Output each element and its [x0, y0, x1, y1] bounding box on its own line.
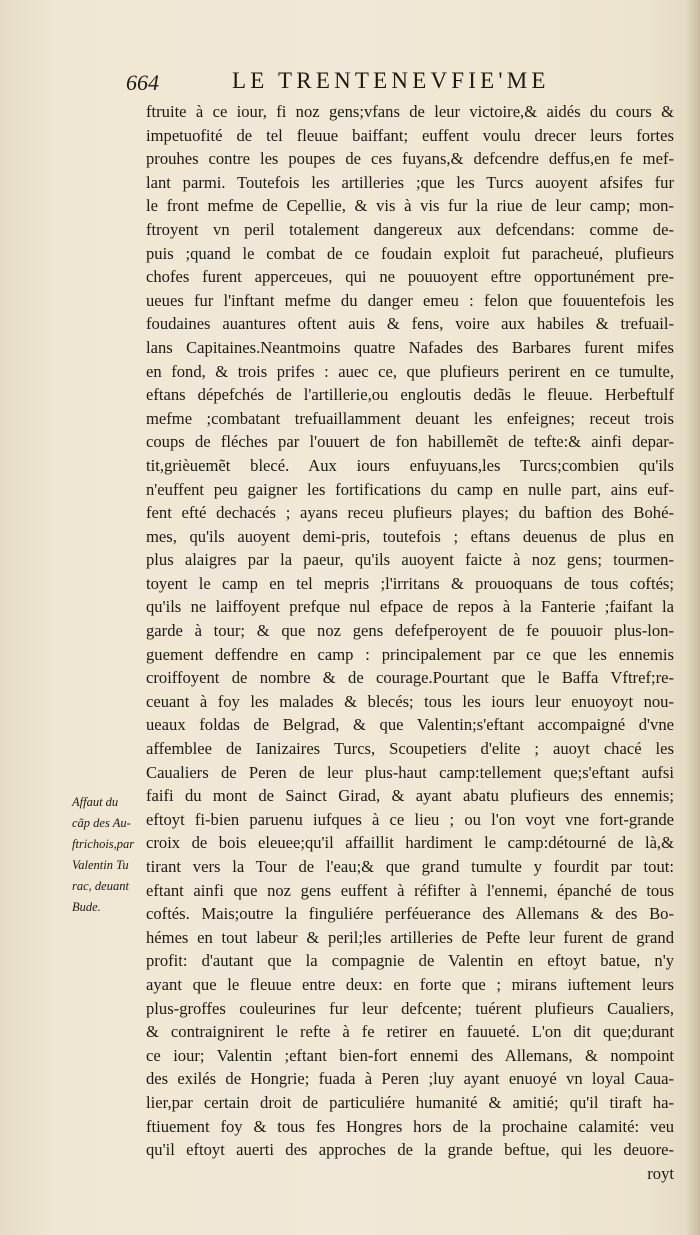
text-line: ftruite à ce iour, fi noz gens;vfans de leur victoire,& aidés du cours & [146, 102, 674, 121]
text-line: coups de fléches par l'ouuert de fon habillemẽt de tefte:& ainfi depar- [146, 432, 674, 452]
text-line: fent efté dechacés ; ayans receu plufieurs playes; du baftion des Bohé- [146, 503, 674, 523]
text-line: lans Capitaines.Neantmoins quatre Nafades des Barbares furent mifes [146, 337, 674, 357]
text-line: en fond, & trois prifes : auec ce, que plufieurs perirent en ce tumulte, [146, 361, 674, 381]
margin-note-line: rac, deuant [72, 879, 129, 893]
text-line: puis ;quand le combat de ce foudain exploit fut paracheué, plufieurs [146, 243, 674, 263]
text-line: plus alaigres par la paeur, qu'ils auoyent faicte à noz gens; tourmen- [146, 550, 674, 570]
text-line: ueues fur l'inftant mefme du danger emeu : felon que fouuentefois les [146, 290, 674, 310]
margin-note-line: ftrichois,par [72, 837, 135, 851]
body-text [146, 100, 674, 1185]
text-line: le front mefme de Cepellie, & vis à vis fur la riue de leur camp; mon- [146, 196, 674, 216]
text-line: ftiuement foy & tous fes Hongres hors de la prochaine calamité: veu [146, 1116, 674, 1136]
text-line: lier,par certain droit de particuliére humanité & amitié; qu'il tiraft ha- [146, 1092, 674, 1112]
text-line: qu'il eftoyt auerti des approches de la grande beftue, qui les deuore- [146, 1140, 674, 1160]
text-line: impetuofité de tel fleuue baiffant; euffent voulu drecer leurs fortes [146, 125, 674, 145]
text-line: guement deffendre en camp : principalement par ce que les ennemis [146, 644, 674, 664]
text-line: ueaux foldas de Belgrad, & que Valentin;s'eftant accompaigné d'vne [146, 715, 674, 735]
text-line: chofes furent apperceues, qui ne pouuoyent eftre opportunément pre- [146, 267, 674, 287]
text-line: mes, qu'ils auoyent demi-pris, toutefois ; eftans deuenus de plus en [146, 526, 674, 546]
text-line: mefme ;combatant trefuaillamment deuant les enfeignes; receut trois [146, 408, 674, 428]
running-head: LE TRENTENEVFIE'ME [232, 68, 550, 93]
margin-note-line: Affaut du [72, 795, 119, 809]
margin-note-line: Valentin Tu [72, 858, 129, 872]
text-line: eftoyt fi-bien paruenu iufques à ce lieu ; ou l'on voyt vne fort-grande [146, 809, 674, 829]
text-line: & contraignirent le refte à fe retirer en fauueté. L'on dit que;durant [146, 1022, 674, 1042]
text-line: ceuant à foy les malades & blecés; tous les iours leur enuoyoyt nou- [146, 691, 674, 711]
text-line: des exilés de Hongrie; fuada à Peren ;luy ayant enuoyé vn loyal Caua- [146, 1069, 674, 1089]
margin-note-line: cãp des Au- [72, 816, 131, 830]
text-line: coftés. Mais;outre la finguliére perféuerance des Allemans & des Bo- [146, 904, 674, 924]
page-edge-shadow [686, 0, 700, 1235]
text-line: ftroyent vn peril totalement dangereux aux defcendans: comme de- [146, 219, 674, 239]
text-line: croiffoyent de nombre & de courage.Pourtant que le Baffa Vftref;re- [146, 668, 674, 688]
text-line: faifi du mont de Sainct Girad, & ayant abatu plufieurs des ennemis; [146, 786, 674, 806]
text-line: eftans dépefchés de l'artillerie,ou engloutis dedãs le fleuue. Herbeftulf [146, 385, 674, 405]
text-line: ayant que le fleuue entre deux: en forte que ; mirans iuftement leurs [146, 974, 674, 994]
margin-note-line: Bude. [72, 900, 101, 914]
text-line: tirant vers la Tour de l'eau;& que grand tumulte y fourdit par tout: [146, 857, 674, 876]
text-line: prouhes contre les poupes de ces fuyans,& defcendre deffus,en fe mef- [146, 149, 674, 169]
text-line: tit,grièuemẽt blecé. Aux iours enfuyuans,les Turcs;combien qu'ils [146, 455, 674, 475]
text-line: hémes en tout labeur & peril;les artilleries de Pefte leur furent de grand [146, 927, 674, 947]
text-line: Caualiers de Peren de leur plus-haut camp:tellement que;s'eftant aufsi [146, 762, 674, 782]
text-line: croix de bois eleuee;qu'il affaillit hardiment le camp:détourné de là,& [146, 833, 674, 853]
text-line: eftant ainfi que noz gens euffent à réfifter à l'ennemi, épanché de tous [146, 880, 674, 900]
text-line: garde à tour; & que noz gens defefperoyent de fe pouuoir plus-lon- [146, 621, 674, 641]
text-line: ce iour; Valentin ;eftant bien-fort ennemi des Allemans, & nompoint [146, 1045, 674, 1065]
page-header [120, 66, 600, 100]
text-line: affemblee de Ianizaires Turcs, Scoupetiers d'elite ; auoyt chacé les [146, 739, 674, 759]
text-line: foudaines auantures oftent auis & fens, voire aux habiles & trefuail- [146, 314, 674, 334]
text-line: profit: d'autant que la compagnie de Valentin en eftoyt batue, n'y [146, 951, 674, 971]
text-line: lant parmi. Toutefois les artilleries ;que les Turcs auoyent afsifes fur [146, 172, 674, 192]
text-line: plus-groffes couleurines fur leur defcente; tuérent plufieurs Caualiers, [146, 998, 674, 1018]
page-number: 664 [126, 70, 159, 95]
text-line: toyent le camp en tel mepris ;l'irritans & prouoquans de tous coftés; [146, 573, 674, 593]
text-line: qu'ils ne laiffoyent prefque nul efpace de repos à la Fanterie ;faifant la [146, 597, 674, 617]
text-line: n'euffent peu gaigner les fortifications du camp en nulle part, ains euf- [146, 479, 674, 499]
margin-note [72, 792, 146, 918]
text-line: royt [647, 1163, 674, 1183]
